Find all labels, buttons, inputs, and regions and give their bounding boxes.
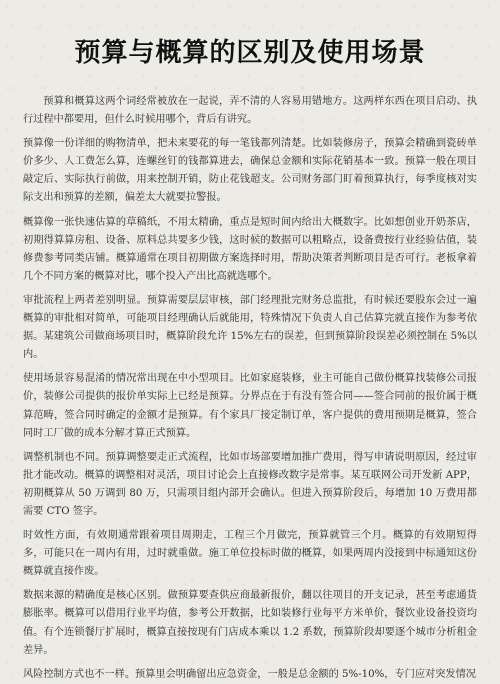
paragraph: 使用场景容易混淆的情况常出现在中小型项目。比如家庭装修，业主可能自己做份概算找装修公司报价，装修公司提供的报价单实际上已经是预算。分界点在于有没有签合同——签合同前的报价属于概算范畴，签合同时确定的金额才是预算。有个家具厂接定制订单，客户提供的费用预期是概算，签合同时工厂做的成本分解才算正式预算。 (23, 373, 477, 439)
paragraph: 概算像一张快速估算的草稿纸，不用太精确，重点是短时间内给出大概数字。比如想创业开奶茶店，初期得算算房租、设备、原料总共要多少钱，这时候的数据可以粗略点，设备费按行业经验估值，装修费参考同类店铺。概算通常在项目初期做方案选择时用，帮助决策者判断项目是否可行。老板拿着几个不同方案的概算对比，哪个投入产出比高就选哪个。 (23, 216, 477, 282)
paragraph: 审批流程上两者差别明显。预算需要层层审核，部门经理批完财务总监批，有时候还要股东会过一遍概算的审批相对简单，可能项目经理确认后就能用，特殊情况下负责人自己估算完就直接作为参考依据。某建筑公司做商场项目时，概算阶段允许 15%左右的误差，但到预算阶段误差必须控制在 5%以内。 (23, 294, 477, 361)
paragraph: 预算像一份详细的购物清单，把未来要花的每一笔钱都列清楚。比如装修房子，预算会精确到瓷砖单价多少、人工费怎么算，连螺丝钉的钱都算进去，确保总金额和实际花销基本一致。预算一般在项目敲定后、实际执行前做，用来控制开销，防止花钱超支。公司财务部门盯着预算执行，每季度核对实际支出和预算的差额，偏差太大就要拉警报。 (23, 138, 477, 204)
page-title: 预算与概算的区别及使用场景 (74, 38, 426, 68)
paragraph: 调整机制也不同。预算调整要走正式流程，比如市场部要增加推广费用，得写申请说明原因，经过审批才能改动。概算的调整相对灵活，项目讨论会上直接修改数字是常事。某互联网公司开发新 APP，初期概算从 50 万调到 80 万，只需项目组内部开会确认。但进入预算阶段后，每增加 10 万费用都需要 CTO 签字。 (23, 451, 477, 517)
paragraph: 时效性方面，有效期通常跟着项目周期走，工程三个月做完，预算就管三个月。概算的有效期短得多，可能只在一周内有用，过时就重做。施工单位投标时做的概算，如果两周内没接到中标通知这份概算就直接作废。 (23, 530, 477, 578)
paragraph: 数据来源的精确度是核心区别。做预算要查供应商最新报价，翻以往项目的开支记录，甚至考虑通货膨胀率。概算可以借用行业平均值，参考公开数据，比如装修行业每平方米单价，餐饮业设备投资均值。有个连锁餐厅扩展时，概算直接按现有门店成本乘以 1.2 系数，预算阶段却要逐个城市分析租金差异。 (23, 590, 477, 656)
paragraph: 预算和概算这两个词经常被放在一起说，弄不清的人容易用错地方。这两样东西在项目启动、执行过程中都要用，但什么时候用哪个，背后有讲究。 (23, 96, 477, 126)
article-body (23, 93, 477, 684)
paragraph: 风险控制方式也不一样。预算里会明确留出应急资金，一般是总金额的 5%-10%，专门应对突发情况 (23, 668, 476, 680)
